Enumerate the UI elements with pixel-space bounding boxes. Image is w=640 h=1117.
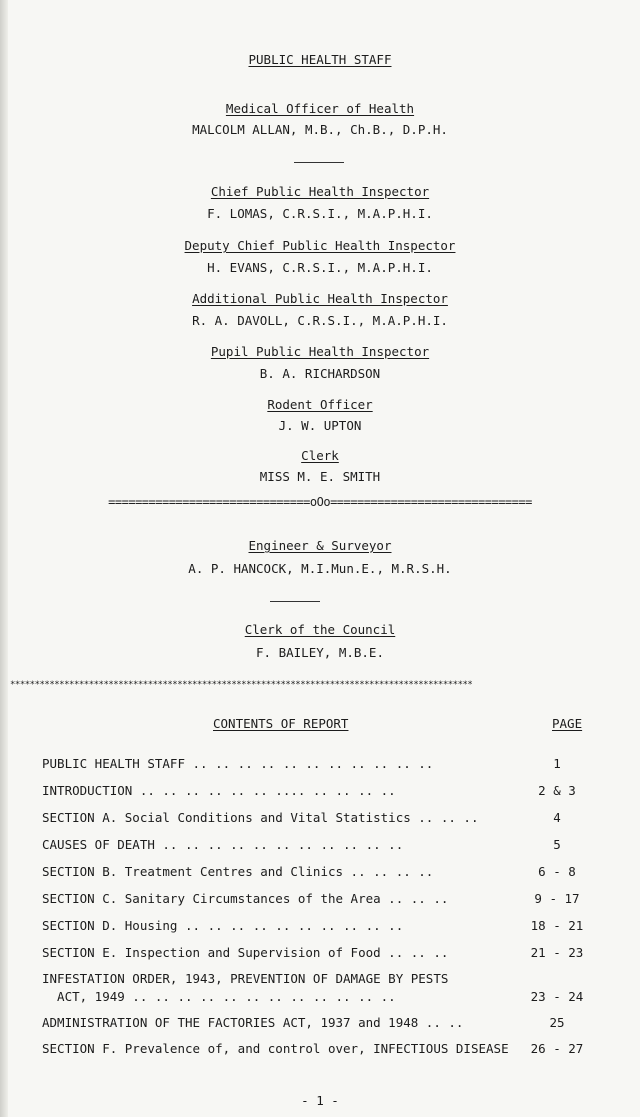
contents-heading: CONTENTS OF REPORT <box>213 716 349 731</box>
role-deputy-inspector: Deputy Chief Public Health Inspector <box>184 238 456 253</box>
star-separator: ********************************************************************************************** <box>10 680 473 690</box>
role-medical-officer: Medical Officer of Health <box>225 101 415 116</box>
name-deputy-inspector: H. EVANS, C.R.S.I., M.A.P.H.I. <box>207 260 433 275</box>
page-title: PUBLIC HEALTH STAFF <box>248 52 392 67</box>
toc-page: 9 - 17 <box>534 891 580 906</box>
name-clerk: MISS M. E. SMITH <box>259 469 381 484</box>
toc-page: 4 <box>553 810 561 825</box>
toc-page: 1 <box>553 756 561 771</box>
toc-page: 5 <box>553 837 561 852</box>
toc-label: ADMINISTRATION OF THE FACTORIES ACT, 1937 and 1948 .. .. <box>42 1015 464 1030</box>
role-pupil-inspector: Pupil Public Health Inspector <box>210 344 430 359</box>
role-clerk: Clerk <box>301 448 339 463</box>
name-medical-officer: MALCOLM ALLAN, M.B., Ch.B., D.P.H. <box>192 122 448 137</box>
short-divider <box>270 601 320 602</box>
role-engineer: Engineer & Surveyor <box>248 538 392 553</box>
toc-page: 26 - 27 <box>530 1041 584 1056</box>
name-council-clerk: F. BAILEY, M.B.E. <box>256 645 384 660</box>
toc-page: 21 - 23 <box>530 945 584 960</box>
toc-page: 6 - 8 <box>538 864 576 879</box>
toc-page: 23 - 24 <box>530 989 584 1004</box>
toc-label: SECTION E. Inspection and Supervision of Food .. .. .. <box>42 945 449 960</box>
name-engineer: A. P. HANCOCK, M.I.Mun.E., M.R.S.H. <box>188 561 452 576</box>
toc-label: INTRODUCTION .. .. .. .. .. .. .... .. .. .. .. <box>42 783 396 798</box>
toc-label: SECTION F. Prevalence of, and control over, INFECTIOUS DISEASE <box>42 1041 509 1056</box>
name-chief-inspector: F. LOMAS, C.R.S.I., M.A.P.H.I. <box>207 206 433 221</box>
toc-label: CAUSES OF DEATH .. .. .. .. .. .. .. .. .. .. .. <box>42 837 404 852</box>
toc-label: SECTION D. Housing .. .. .. .. .. .. .. .. .. .. <box>42 918 404 933</box>
page-number: - 1 - <box>301 1093 339 1108</box>
equals-separator: ==============================oOo============================== <box>108 495 532 509</box>
toc-page: 18 - 21 <box>530 918 584 933</box>
role-rodent-officer: Rodent Officer <box>267 397 373 412</box>
toc-page: 25 <box>549 1015 565 1030</box>
name-rodent-officer: J. W. UPTON <box>278 418 362 433</box>
name-pupil-inspector: B. A. RICHARDSON <box>259 366 381 381</box>
short-divider <box>294 162 344 163</box>
toc-label: ACT, 1949 .. .. .. .. .. .. .. .. .. .. .. .. <box>42 989 396 1004</box>
toc-label: INFESTATION ORDER, 1943, PREVENTION OF DAMAGE BY PESTS <box>42 971 449 986</box>
role-council-clerk: Clerk of the Council <box>244 622 396 637</box>
toc-page: 2 & 3 <box>538 783 576 798</box>
toc-label: PUBLIC HEALTH STAFF .. .. .. .. .. .. .. .. .. .. .. <box>42 756 434 771</box>
name-additional-inspector: R. A. DAVOLL, C.R.S.I., M.A.P.H.I. <box>192 313 448 328</box>
toc-label: SECTION A. Social Conditions and Vital Statistics .. .. .. <box>42 810 479 825</box>
toc-label: SECTION B. Treatment Centres and Clinics .. .. .. .. <box>42 864 434 879</box>
toc-label: SECTION C. Sanitary Circumstances of the Area .. .. .. <box>42 891 449 906</box>
page-edge-shadow <box>0 0 8 1117</box>
page-column-heading: PAGE <box>552 716 583 731</box>
role-additional-inspector: Additional Public Health Inspector <box>192 291 448 306</box>
role-chief-inspector: Chief Public Health Inspector <box>210 184 430 199</box>
